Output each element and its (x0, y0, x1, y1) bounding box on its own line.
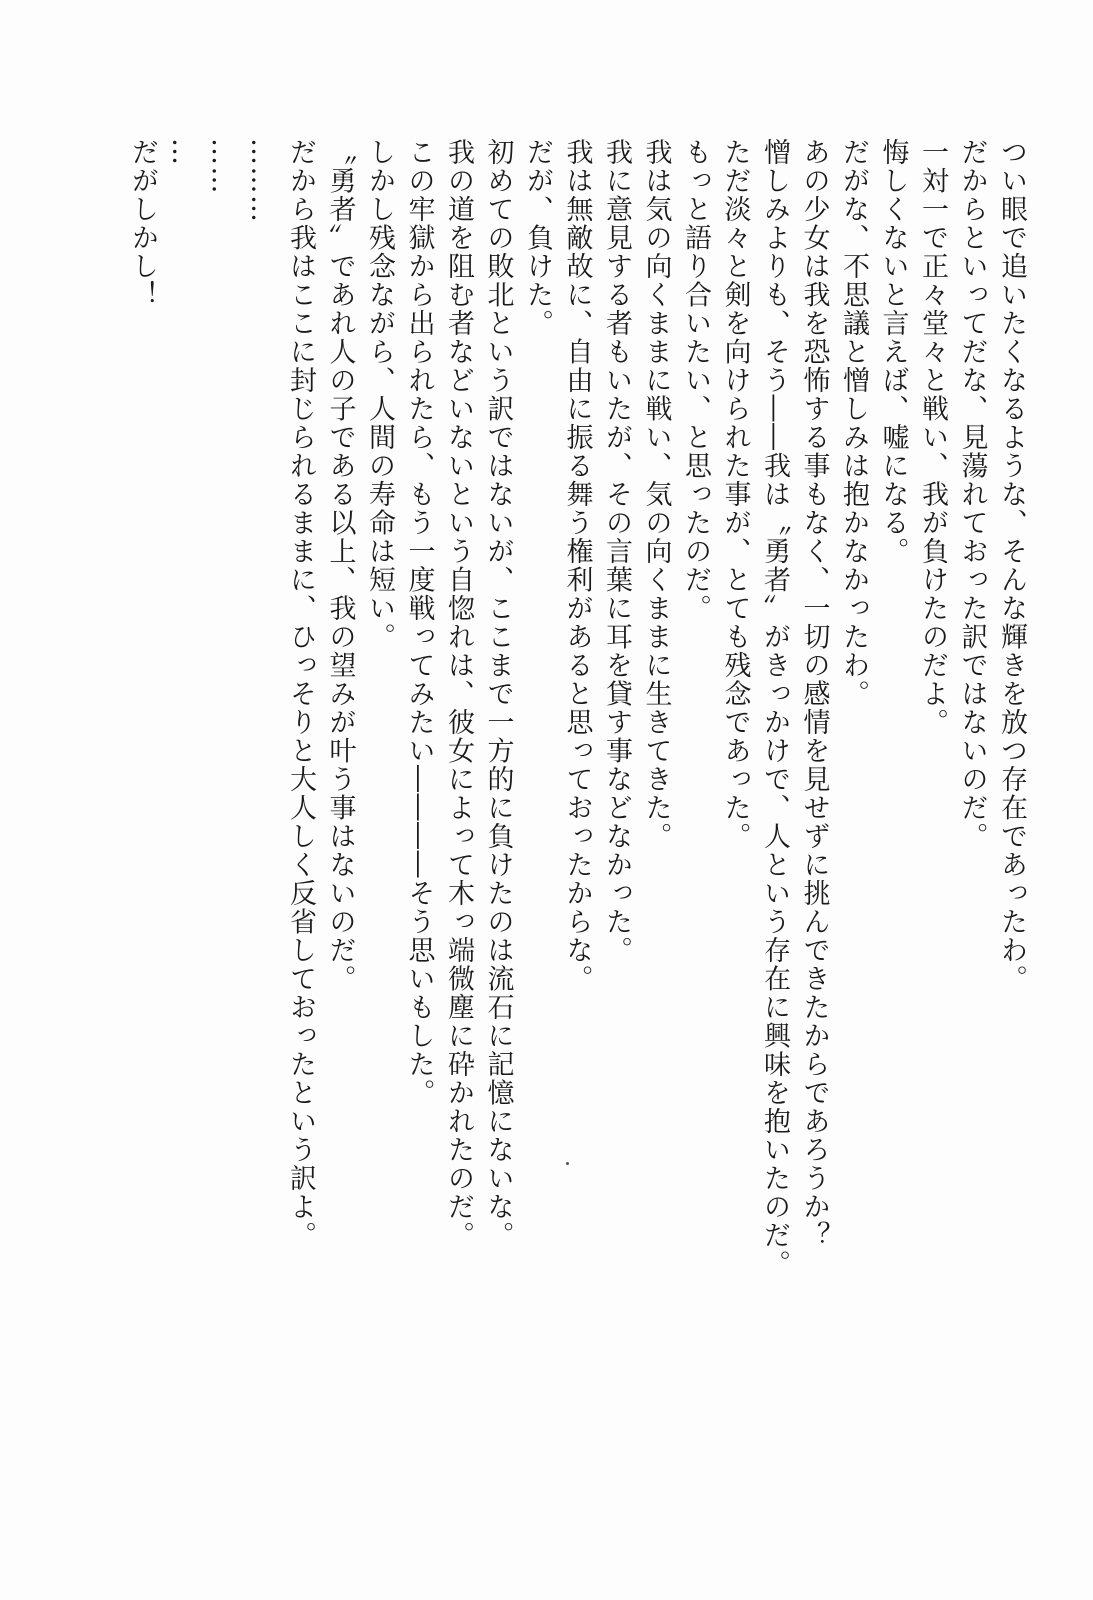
text-line: 一対一で正々堂々と戦い、我が負けたのだよ。 (917, 138, 948, 737)
text-line: 我の道を阻む者などいないという自惚れは、彼女によって木っ端微塵に砕かれたのだ。 (443, 138, 474, 1250)
text-line: ただ淡々と剣を向けられた事が、とても残念であった。 (719, 138, 751, 851)
scan-speck (566, 1162, 569, 1165)
text-line: 我は気の向くままに戦い、気の向くままに生きてきた。 (640, 138, 672, 851)
text-line: 初めての敗北という訳ではないが、ここまで一方的に負けたのは流石に記憶にないな。 (482, 138, 514, 1250)
text-line: 憎しみよりも、そう――我は〝勇者〟がきっかけで、人という存在に興味を抱いたのだ。 (759, 138, 790, 1278)
text-line: だが、負けた。 (522, 138, 553, 338)
ellipsis-line: ……… (245, 138, 277, 224)
text-line: あの少女は我を恐怖する事もなく、一切の感情を見せずに挑んできたからであろうか？ (798, 138, 830, 1250)
text-line: だからといってだな、見蕩れておった訳ではないのだ。 (956, 138, 988, 851)
text-line: しかし残念ながら、人間の寿命は短い。 (364, 138, 395, 651)
text-line: だから我はここに封じられるままに、ひっそりと大人しく反省しておったという訳よ。 (285, 138, 316, 1250)
text-line: もっと語り合いたい、と思ったのだ。 (680, 138, 711, 623)
text-line: 我に意見する者もいたが、その言葉に耳を貸す事などなかった。 (601, 138, 632, 965)
ellipsis-line: … (166, 138, 198, 167)
vertical-text-body (123, 138, 1032, 1458)
text-line: だがしかし！ (127, 138, 158, 309)
text-line: 悔しくないと言えば、嘘になる。 (877, 138, 909, 566)
text-line: 〝勇者〟であれ人の子である以上、我の望みが叶う事はないのだ。 (324, 138, 356, 993)
text-line: 我は無敵故に、自由に振る舞う権利があると思っておったからな。 (561, 138, 593, 993)
text-line: この牢獄から出られたら、もう一度戦ってみたい――――そう思いもした。 (403, 138, 435, 1107)
text-line: だがな、不思議と憎しみは抱かなかったわ。 (838, 138, 869, 708)
ellipsis-line: …… (206, 138, 237, 195)
text-line: つい眼で追いたくなるような、そんな輝きを放つ存在であったわ。 (996, 138, 1027, 993)
